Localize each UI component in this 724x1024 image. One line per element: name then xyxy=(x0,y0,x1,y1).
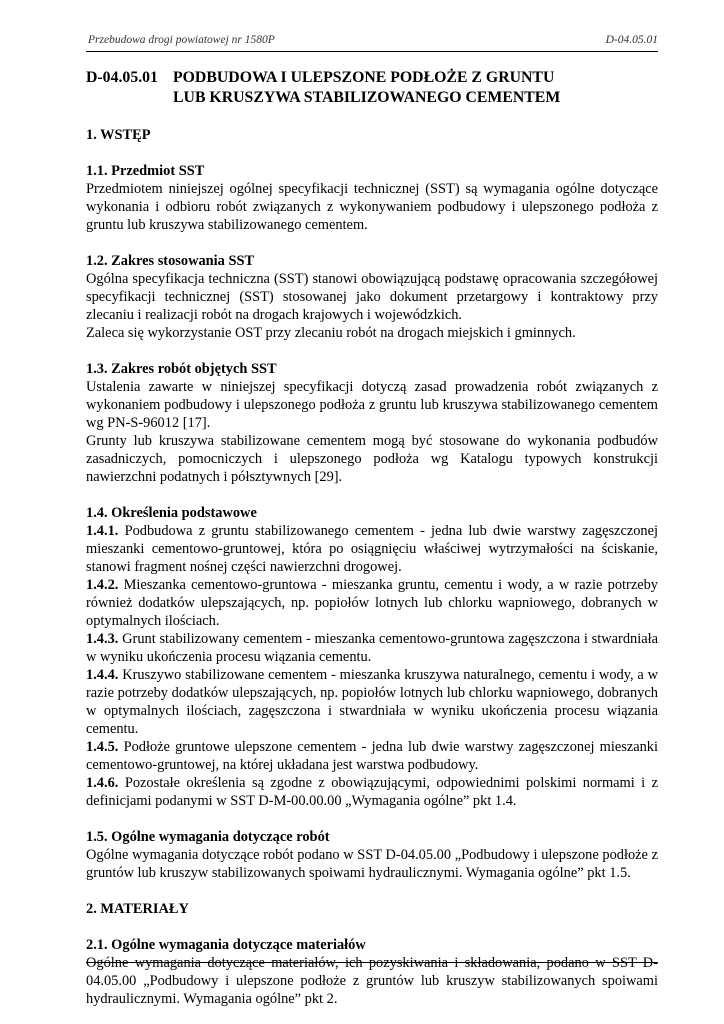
definition-1-4-4 xyxy=(86,666,658,738)
definition-text: Podłoże gruntowe ulepszone cementem - jedna lub dwie warstwy zagęszczonej mieszanki cementowo-gruntowej, na której układana jest warstwa podbudowy. xyxy=(86,739,658,773)
section-1-2 xyxy=(86,252,658,342)
section-1-1 xyxy=(86,162,658,234)
chapter-1-heading: 1. WSTĘP xyxy=(86,127,151,143)
definition-1-4-1 xyxy=(86,522,658,576)
definition-number: 1.4.3. xyxy=(86,631,119,647)
section-2-1 xyxy=(86,936,658,1008)
header-doc-code: D-04.05.01 xyxy=(605,34,658,46)
section-1-2-heading: 1.2. Zakres stosowania SST xyxy=(86,253,255,269)
definition-text: Kruszywo stabilizowane cementem - mieszanka kruszywa naturalnego, cementu i wody, a w razie potrzeby dodatków ulepszających, np. popiołów lotnych lub chlorku wapniowego, dobranych w optymalnych ilościach, zagęszczona i stwardniała w wyniku ukończenia procesu wiązania cementu. xyxy=(86,667,658,737)
definition-text: Pozostałe określenia są zgodne z obowiązującymi, odpowiednimi polskimi normami i z definicjami podanymi w SST D-M-00.00.00 „Wymagania ogólne” pkt 1.4. xyxy=(86,775,658,809)
section-1-5 xyxy=(86,828,658,882)
section-2-1-paragraph: Ogólne wymagania dotyczące materiałów, ich pozyskiwania i składowania, podano w SST D-04.05.00 „Podbudowy i ulepszone podłoże z gruntów lub kruszyw stabilizowanych spoiwami hydraulicznymi. Wymagania ogólne” pkt 2. xyxy=(86,955,658,1007)
section-1-1-paragraph: Przedmiotem niniejszej ogólnej specyfikacji technicznej (SST) są wymagania ogólne dotyczące wykonania i odbioru robót związanych z wykonywaniem podbudowy i ulepszonego podłoża z gruntu lub kruszywa stabilizowanego cementem. xyxy=(86,181,658,233)
section-1-5-heading: 1.5. Ogólne wymagania dotyczące robót xyxy=(86,829,330,845)
title-line-1: PODBUDOWA I ULEPSZONE PODŁOŻE Z GRUNTU xyxy=(173,69,555,86)
definition-1-4-2 xyxy=(86,576,658,630)
section-1-2-paragraph-1: Ogólna specyfikacja techniczna (SST) stanowi obowiązującą podstawę opracowania szczegółowej specyfikacji technicznej (SST) stosowanej jako dokument przetargowy i kontraktowy przy zlecaniu i realizacji robót na drogach krajowych i wojewódzkich. xyxy=(86,271,658,323)
section-1-4 xyxy=(86,504,658,810)
definition-number: 1.4.4. xyxy=(86,667,119,683)
footer-divider xyxy=(86,962,658,963)
definition-number: 1.4.2. xyxy=(86,577,119,593)
definition-text: Mieszanka cementowo-gruntowa - mieszanka gruntu, cementu i wody, a w razie potrzeby również dodatków ulepszających, np. popiołów lotnych lub chlorku wapniowego, dobranych w optymalnych ilościach. xyxy=(86,577,658,629)
definition-number: 1.4.1. xyxy=(86,523,119,539)
section-1-5-paragraph: Ogólne wymagania dotyczące robót podano w SST D-04.05.00 „Podbudowy i ulepszone podłoże z gruntów lub kruszyw stabilizowanych spoiwami hydraulicznymi. Wymagania ogólne” pkt 1.5. xyxy=(86,847,658,881)
title-name xyxy=(173,68,658,108)
definition-text: Podbudowa z gruntu stabilizowanego cementem - jedna lub dwie warstwy zagęszczonej mieszanki cementowo-gruntowej, która po osiągnięciu właściwej wytrzymałości na ściskanie, stanowi fragment nośnej części nawierzchni drogowej. xyxy=(86,523,658,575)
section-1-1-heading: 1.1. Przedmiot SST xyxy=(86,163,205,179)
document-title xyxy=(86,68,658,108)
document-body xyxy=(86,68,658,1008)
section-1-3-paragraph-1: Ustalenia zawarte w niniejszej specyfikacji dotyczą zasad prowadzenia robót związanych z wykonaniem podbudowy i ulepszonego podłoża z gruntu lub kruszywa stabilizowanego cementem wg PN-S-96012 [17]. xyxy=(86,379,658,431)
section-2-1-heading: 2.1. Ogólne wymagania dotyczące materiałów xyxy=(86,937,366,953)
definition-number: 1.4.5. xyxy=(86,739,119,755)
definition-1-4-6 xyxy=(86,774,658,810)
section-1-3-paragraph-2: Grunty lub kruszywa stabilizowane cementem mogą być stosowane do wykonania podbudów zasadniczych, pomocniczych i ulepszonego podłoża wg Katalogu typowych konstrukcji nawierzchni podatnych i półsztywnych [29]. xyxy=(86,433,658,485)
title-code: D-04.05.01 xyxy=(86,69,158,86)
definition-1-4-3 xyxy=(86,630,658,666)
chapter-2-heading: 2. MATERIAŁY xyxy=(86,901,189,917)
definition-1-4-5 xyxy=(86,738,658,774)
section-1-3 xyxy=(86,360,658,486)
definition-text: Grunt stabilizowany cementem - mieszanka cementowo-gruntowa zagęszczona i stwardniała w wyniku ukończenia procesu wiązania cementu. xyxy=(86,631,658,665)
header-project-title: Przebudowa drogi powiatowej nr 1580P xyxy=(88,34,275,46)
section-1-2-paragraph-2: Zaleca się wykorzystanie OST przy zlecaniu robót na drogach miejskich i gminnych. xyxy=(86,325,576,341)
definition-number: 1.4.6. xyxy=(86,775,119,791)
section-1-3-heading: 1.3. Zakres robót objętych SST xyxy=(86,361,277,377)
title-line-2: LUB KRUSZYWA STABILIZOWANEGO CEMENTEM xyxy=(173,89,561,106)
section-1-4-heading: 1.4. Określenia podstawowe xyxy=(86,505,257,521)
page-header xyxy=(86,33,658,52)
